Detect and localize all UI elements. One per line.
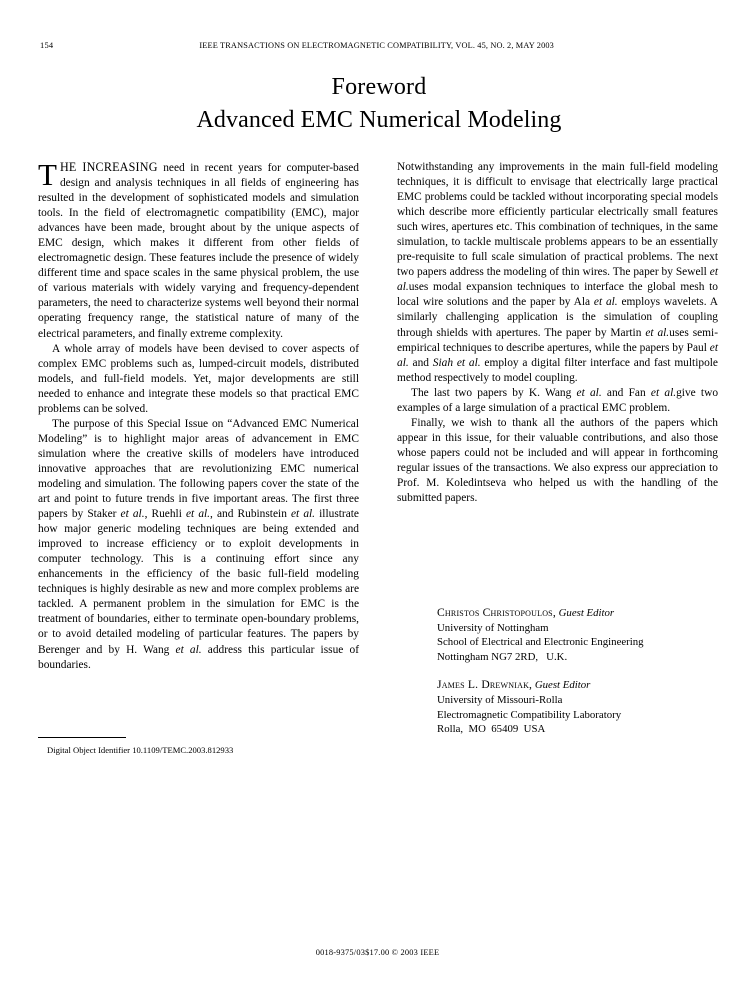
citation-k-wang: et al. <box>576 386 602 399</box>
page-subtitle: Advanced EMC Numerical Modeling <box>196 107 562 133</box>
footnote-area <box>38 737 359 756</box>
editor-name: James L. Drewniak, <box>437 678 533 692</box>
affiliation-line: School of Electrical and Electronic Engineering <box>437 636 644 649</box>
affiliation-line: University of Nottingham <box>437 621 549 634</box>
last-two-seg-2: and Fan <box>601 386 651 399</box>
last-two-seg-3: give two examples of a large simulation of a practical EMC problem. <box>397 386 719 414</box>
drop-cap: T <box>38 157 57 192</box>
footnote-rule <box>38 737 126 738</box>
citation-siah: Siah et al. <box>432 356 481 369</box>
editor-role: Guest Editor <box>534 679 591 692</box>
editor-role: Guest Editor <box>558 607 615 619</box>
paragraph-last-two <box>397 386 718 416</box>
citation-martin: et al. <box>645 326 670 339</box>
purpose-seg-1: The purpose of this Special Issue on “Advanced EMC Numerical Modeling” is to highlight major areas of advancement in EMC simulation where the creative skills of modelers have introduced innovative approaches that are revolutionizing EMC numerical modeling and simulation. The following papers cover the state of the art and point to future trends in five important areas. The first three papers by Staker <box>38 417 359 521</box>
multiscale-seg-6: employ a digital filter interface and fast multipole method respectively to model coupling. <box>397 356 718 384</box>
signature-block <box>437 678 718 736</box>
intro-body: need in recent years for computer-based design and analysis techniques in all fields of engineering has resulted in the development of sophisticated models and simulation tools. In the field of electromagnetic compatibility (EMC), major advances have been made, brought about by the unique aspects of EMC design, which makes it different from other fields of electromagnetic design. These features include the presence of widely different time and space scales in the same physical problem, the use of various materials with widely varying and frequency-dependent parameters, the need to characterize systems well beyond their normal operating frequency range, the statistical nature of many of the electrical parameters, and finally extreme complexity. <box>38 162 359 340</box>
last-two-seg-1: The last two papers by K. Wang <box>411 386 577 399</box>
purpose-seg-2: , Ruehli <box>144 508 186 521</box>
page-footer <box>0 948 755 957</box>
citation-ala: et al. <box>593 296 618 309</box>
citation-h-wang: et al. <box>175 643 202 656</box>
purpose-seg-3: , and Rubinstein <box>210 508 291 521</box>
citation-fan: et al. <box>650 386 677 399</box>
citation-sewell: et al. <box>397 266 718 294</box>
page-folio: 154 <box>40 40 54 50</box>
multiscale-seg-5: and <box>408 356 433 369</box>
left-column <box>38 157 359 673</box>
citation-staker: et al. <box>120 508 145 521</box>
page-title: Foreword <box>331 74 427 100</box>
signature-heading <box>437 606 718 621</box>
multiscale-seg-3: employs wavelets. A similarly challenging application is the simulation of coupling through shields with apertures. The paper by Martin <box>397 296 718 339</box>
paragraph-models: A whole array of models have been devised to cover aspects of complex EMC problems such as, lumped-circuit models, distributed models, and full-field models. Yet, major developments are still needed to enhance and integrate these models so that practical EMC problems can be solved. <box>38 342 359 415</box>
affiliation-line: Electromagnetic Compatibility Laboratory <box>437 708 622 721</box>
copyright-line: 0018-9375/03$17.00 © 2003 IEEE <box>315 948 440 957</box>
multiscale-seg-2: uses modal expansion techniques to interface the global mesh to local wire solutions and the paper by Ala <box>397 281 718 309</box>
editor-name: Christos Christopoulos, <box>437 606 556 619</box>
paragraph-acknowledgment: Finally, we wish to thank all the authors of the papers which appear in this issue, for their valuable contributions, and also those whose papers could not be included and will appear in forthcoming regular issues of the transactions. We also express our appreciation to Prof. M. Koledintseva who helped us with the handling of the submitted papers. <box>397 416 718 505</box>
paragraph-purpose <box>38 417 359 673</box>
paragraph-multiscale <box>397 160 718 386</box>
multiscale-seg-4: uses semi-empirical techniques to describe apertures, while the papers by Paul <box>397 326 718 354</box>
multiscale-seg-1: Notwithstanding any improvements in the main full-field modeling techniques, it is difficult to envisage that electrically large practical EMC problems could be tackled without incorporating special models which describe more efficiently particular electrically small features such wires, apertures etc. This combination of techniques, in the same simulation, to tackle multiscale problems appears to be an essentially pre-requisite to full scale simulation of practical problems. The next two papers address the modeling of thin wires. The paper by Sewell <box>397 161 718 279</box>
doi-text: Digital Object Identifier 10.1109/TEMC.2003.812933 <box>47 745 234 755</box>
signature-heading <box>437 678 718 693</box>
affiliation-line: Nottingham NG7 2RD, U.K. <box>437 650 568 663</box>
journal-reference-line: IEEE TRANSACTIONS ON ELECTROMAGNETIC COMPATIBILITY, VOL. 45, NO. 2, MAY 2003 <box>199 41 554 50</box>
intro-smallcaps: HE INCREASING <box>59 160 158 174</box>
purpose-seg-4: illustrate how major generic modeling techniques are being extended and improved to increase efficiency or to exploit developments in computer technology. This is a continuing effort since any enhancements in the efficiency of the basic full-field modeling techniques is highly desirable as new and more complex problems are tackled. A permanent problem in the simulation for EMC is the treatment of boundaries, either to terminate open-boundary problems, or to avoid detailed modeling of particular features. The papers by Berenger and by H. Wang <box>38 508 359 656</box>
affiliation-line: University of Missouri-Rolla <box>437 693 563 706</box>
title-block <box>40 72 718 136</box>
affiliation-line: Rolla, MO 65409 USA <box>437 723 546 736</box>
paragraph-intro <box>38 157 359 342</box>
signature-block <box>437 606 718 664</box>
citation-rubinstein: et al. <box>291 508 316 521</box>
signature-blocks <box>437 606 718 751</box>
citation-ruehli: et al. <box>186 508 211 521</box>
running-head <box>40 40 718 54</box>
purpose-seg-5: address this particular issue of boundaries. <box>38 643 359 671</box>
right-column <box>397 160 718 506</box>
citation-paul: et al. <box>397 341 718 369</box>
